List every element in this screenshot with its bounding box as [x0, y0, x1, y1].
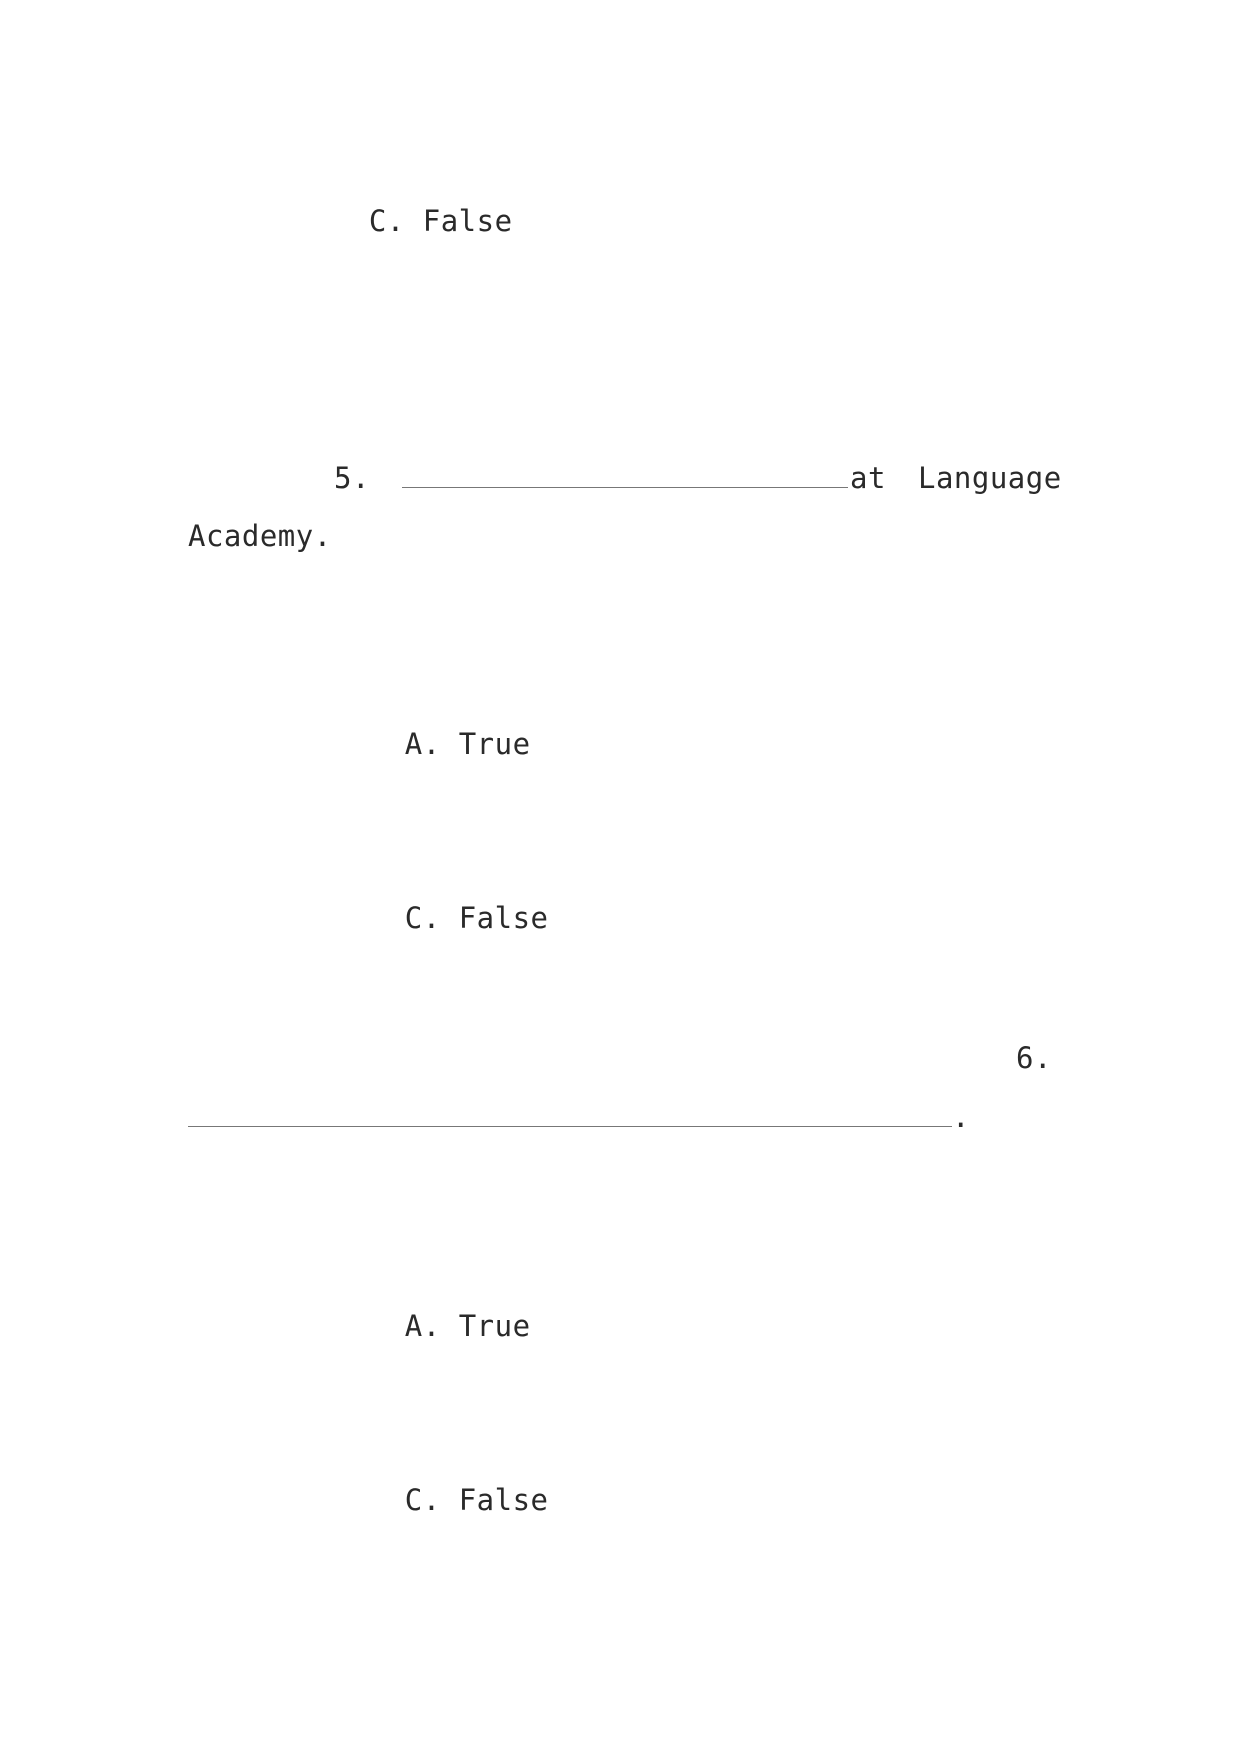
- option-letter: A.: [404, 727, 441, 761]
- option-text: True: [458, 1309, 531, 1343]
- question-number: 5.: [334, 461, 370, 495]
- option-c: [297, 1449, 549, 1551]
- option-c-prev: [297, 170, 513, 272]
- answer-blank: [188, 1100, 952, 1134]
- option-text: True: [458, 727, 531, 761]
- question-text-after-blank: at: [850, 461, 886, 495]
- option-text: False: [458, 901, 549, 935]
- question-number: 6.: [1016, 1041, 1052, 1075]
- question-text-line2: Academy.: [188, 519, 332, 553]
- option-text: False: [458, 1483, 549, 1517]
- option-a: [297, 1275, 531, 1377]
- option-letter: C.: [368, 204, 405, 238]
- option-a: [297, 693, 531, 795]
- question-end-punctuation: .: [952, 1100, 970, 1134]
- answer-blank: [402, 461, 848, 495]
- option-c: [297, 867, 549, 969]
- option-letter: C.: [404, 901, 441, 935]
- option-letter: C.: [404, 1483, 441, 1517]
- question-text-continued: Language: [918, 461, 1062, 495]
- option-text: False: [422, 204, 513, 238]
- option-letter: A.: [404, 1309, 441, 1343]
